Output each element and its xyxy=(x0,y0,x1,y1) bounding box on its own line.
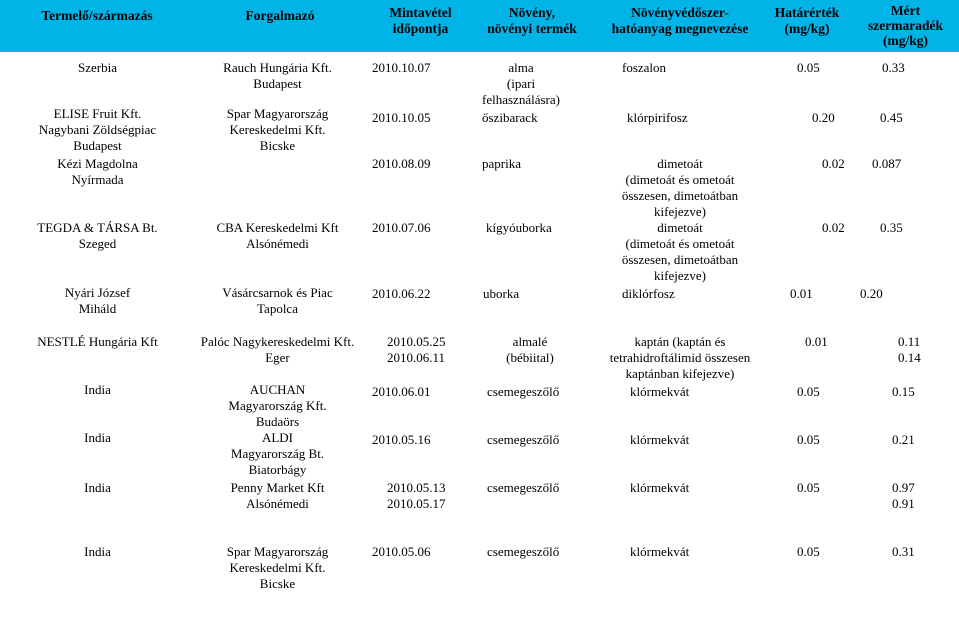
header-sampling-date: Mintavétel időpontja xyxy=(389,5,452,36)
limit-cell: 0.05 xyxy=(797,432,820,447)
pesticide-cell: diklórfosz xyxy=(622,286,675,301)
date-cell: 2010.05.25 2010.06.11 xyxy=(387,334,446,365)
pesticide-cell: klórmekvát xyxy=(630,544,690,559)
date-cell: 2010.06.01 xyxy=(372,384,431,399)
distributor-cell: Vásárcsarnok és Piac Tapolca xyxy=(222,285,333,316)
pesticide-cell: klórmekvát xyxy=(630,480,690,495)
distributor-cell: Spar Magyarország Kereskedelmi Kft. Bicske xyxy=(226,544,329,591)
residue-cell: 0.20 xyxy=(860,286,883,301)
header-distributor: Forgalmazó xyxy=(245,8,315,23)
header-residue: Mért szermaradék (mg/kg) xyxy=(868,3,943,48)
distributor-cell: AUCHAN Magyarország Kft. Budaörs xyxy=(228,382,327,429)
residue-cell: 0.11 0.14 xyxy=(898,334,921,365)
origin-cell: India xyxy=(84,430,111,445)
distributor-cell: ALDI Magyarország Bt. Biatorbágy xyxy=(230,430,325,477)
date-cell: 2010.05.13 2010.05.17 xyxy=(387,480,446,511)
distributor-cell: Spar Magyarország Kereskedelmi Kft. Bicske xyxy=(226,106,329,153)
plant-cell: alma (ipari felhasználásra) xyxy=(482,60,560,107)
pesticide-cell: foszalon xyxy=(622,60,667,75)
residue-cell: 0.35 xyxy=(880,220,903,235)
limit-cell: 0.05 xyxy=(797,480,820,495)
residue-cell: 0.45 xyxy=(880,110,903,125)
distributor-cell: CBA Kereskedelmi Kft Alsónémedi xyxy=(216,220,339,251)
distributor-cell: Rauch Hungária Kft. Budapest xyxy=(223,60,332,91)
header-pesticide: Növényvédőszer- hatóanyag megnevezése xyxy=(611,5,749,36)
residue-cell: 0.97 0.91 xyxy=(892,480,915,511)
distributor-cell: Palóc Nagykereskedelmi Kft. Eger xyxy=(200,334,355,365)
limit-cell: 0.05 xyxy=(797,544,820,559)
plant-cell: őszibarack xyxy=(482,110,538,125)
date-cell: 2010.07.06 xyxy=(372,220,431,235)
limit-cell: 0.02 xyxy=(822,220,845,235)
pesticide-cell: klórpirifosz xyxy=(627,110,688,125)
header-limit: Határérték (mg/kg) xyxy=(774,5,840,36)
date-cell: 2010.05.16 xyxy=(372,432,431,447)
origin-cell: Kézi Magdolna Nyírmada xyxy=(57,156,138,187)
date-cell: 2010.05.06 xyxy=(372,544,431,559)
origin-cell: India xyxy=(84,480,111,495)
residue-cell: 0.087 xyxy=(872,156,902,171)
origin-cell: NESTLÉ Hungária Kft xyxy=(37,334,158,349)
date-cell: 2010.10.07 xyxy=(372,60,431,75)
origin-cell: Nyári József Miháld xyxy=(64,285,131,316)
pesticide-cell: klórmekvát xyxy=(630,384,690,399)
plant-cell: csemegeszőlő xyxy=(487,480,560,495)
limit-cell: 0.01 xyxy=(805,334,828,349)
header-origin: Termelő/származás xyxy=(41,8,153,23)
plant-cell: kígyóuborka xyxy=(486,220,552,235)
plant-cell: paprika xyxy=(482,156,521,171)
date-cell: 2010.10.05 xyxy=(372,110,431,125)
residue-cell: 0.31 xyxy=(892,544,915,559)
header-plant: Növény, növényi termék xyxy=(487,5,577,36)
plant-cell: csemegeszőlő xyxy=(487,384,560,399)
table-header xyxy=(0,0,959,52)
limit-cell: 0.01 xyxy=(790,286,813,301)
date-cell: 2010.06.22 xyxy=(372,286,431,301)
plant-cell: csemegeszőlő xyxy=(487,432,560,447)
pesticide-cell: klórmekvát xyxy=(630,432,690,447)
residue-cell: 0.21 xyxy=(892,432,915,447)
origin-cell: Szerbia xyxy=(78,60,117,75)
date-cell: 2010.08.09 xyxy=(372,156,431,171)
residue-cell: 0.15 xyxy=(892,384,915,399)
origin-cell: ELISE Fruit Kft. Nagybani Zöldségpiac Budapest xyxy=(38,106,157,153)
residue-cell: 0.33 xyxy=(882,60,905,75)
origin-cell: India xyxy=(84,382,111,397)
limit-cell: 0.05 xyxy=(797,384,820,399)
limit-cell: 0.20 xyxy=(812,110,835,125)
origin-cell: TEGDA & TÁRSA Bt. Szeged xyxy=(37,220,158,251)
plant-cell: uborka xyxy=(483,286,520,301)
limit-cell: 0.05 xyxy=(797,60,820,75)
origin-cell: India xyxy=(84,544,111,559)
pesticide-cell: dimetoát (dimetoát és ometoát összesen, dimetoátban kifejezve) xyxy=(621,220,739,283)
pesticide-cell: kaptán (kaptán és tetrahidroftálimid összesen kaptánban kifejezve) xyxy=(609,334,751,381)
plant-cell: csemegeszőlő xyxy=(487,544,560,559)
distributor-cell: Penny Market Kft Alsónémedi xyxy=(230,480,325,511)
plant-cell: almalé (bébiital) xyxy=(506,334,554,365)
limit-cell: 0.02 xyxy=(822,156,845,171)
pesticide-cell: dimetoát (dimetoát és ometoát összesen, dimetoátban kifejezve) xyxy=(621,156,739,219)
